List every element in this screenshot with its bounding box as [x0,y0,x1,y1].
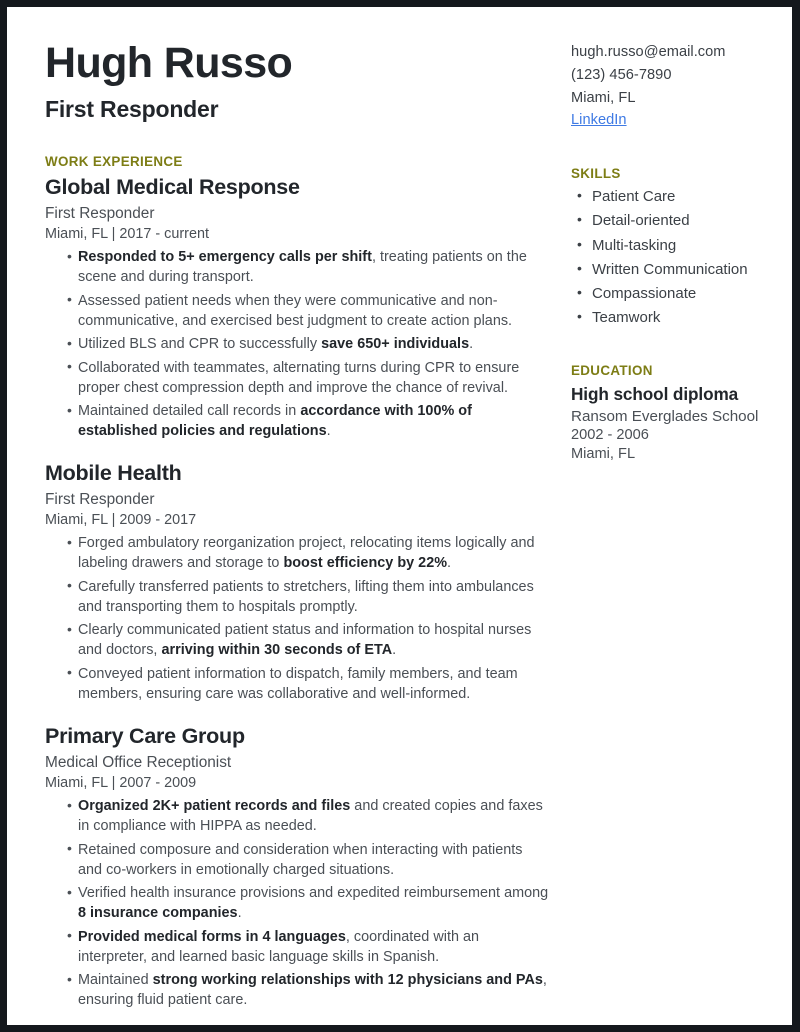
bullet-text: Conveyed patient information to dispatch, family members, and team members, ensuring care was collaborative and well-informed. [78,665,518,702]
education-degree: High school diploma [571,383,739,404]
job-location-dates: Miami, FL | 2009 - 2017 [45,512,197,529]
bullet-text: Collaborated with teammates, alternating turns during CPR to ensure proper chest compression depth and improve the chance of revival. [78,359,520,396]
bullet-emphasis: Organized 2K+ patient records and files [78,798,351,815]
bullet-text: . [469,336,474,353]
job-entry [45,461,549,704]
bullet-emphasis: save 650+ individuals [321,336,470,353]
job-bullet [67,358,549,398]
job-role: Medical Office Receptionist [45,753,232,771]
work-experience-section [45,154,549,1010]
job-bullet [67,970,549,1010]
job-bullet-list [45,796,549,1010]
education-years: 2002 - 2006 [571,426,649,443]
job-bullet [67,334,549,354]
skill-item: • Written Communication [575,260,792,280]
education-entry [571,384,792,465]
job-entry [45,175,549,441]
job-bullet-list [45,247,549,441]
resume-header [45,41,549,122]
job-entry [45,724,549,1010]
education-school: Ransom Everglades School [571,407,759,425]
bullet-text: Assessed patient needs when they were communicative and non-communicative, and exercised best judgment to create action plans. [78,292,513,329]
job-company: Mobile Health [45,461,182,486]
bullet-emphasis: boost efficiency by 22% [283,555,448,572]
bullet-text: Utilized BLS and CPR to successfully [78,336,322,353]
bullet-text: Retained composure and consideration when interacting with patients and co-workers in emotionally charged situations. [78,841,523,878]
bullet-emphasis: arriving within 30 seconds of ETA [161,642,393,659]
bullet-text: . [447,555,452,572]
job-bullet [67,620,549,660]
contact-location: Miami, FL [571,89,636,106]
bullet-text: Carefully transferred patients to stretchers, lifting them into ambulances and transporting them to hospitals promptly. [78,578,534,615]
job-bullet [67,533,549,573]
skill-item: • Compassionate [575,284,792,304]
candidate-title: First Responder [45,95,219,122]
job-bullet [67,927,549,967]
bullet-text: Forged ambulatory reorganization project, relocating items logically and labeling drawers and storage to [78,535,535,572]
job-bullet [67,883,549,923]
candidate-name: Hugh Russo [45,39,293,87]
education-heading: EDUCATION [571,362,653,378]
job-company: Global Medical Response [45,175,300,200]
work-experience-heading: WORK EXPERIENCE [45,154,183,170]
bullet-text: Verified health insurance provisions and expedited reimbursement among [78,885,549,902]
skill-item: • Detail-oriented [575,211,792,231]
bullet-emphasis: accordance with 100% of established policies and regulations [78,403,472,440]
job-bullet [67,577,549,617]
skill-item: • Multi-tasking [575,236,792,256]
bullet-text: , coordinated with an interpreter, and learned basic language skills in Spanish. [78,928,480,965]
contact-phone: (123) 456-7890 [571,66,672,83]
skills-list [571,187,792,329]
job-bullet [67,664,549,704]
skills-section [571,166,792,329]
bullet-emphasis: Responded to 5+ emergency calls per shift [78,249,372,266]
bullet-text: and created copies and faxes in compliance with HIPPA as needed. [78,798,543,835]
contact-linkedin[interactable] [571,109,792,132]
bullet-text: . [392,642,397,659]
contact-email: hugh.russo@email.com [571,44,726,60]
job-bullet-list [45,533,549,704]
skill-item: • Teamwork [575,308,792,328]
bullet-text: Maintained detailed call records in [78,403,301,420]
job-bullet [67,840,549,880]
resume-page [7,7,792,1025]
job-bullet [67,796,549,836]
education-section [571,363,792,465]
bullet-text: . [237,905,242,922]
job-bullet [67,291,549,331]
job-role: First Responder [45,204,155,222]
job-list [45,175,549,1010]
bullet-text: , treating patients on the scene and during transport. [78,249,527,286]
bullet-emphasis: Provided medical forms in 4 languages [78,928,346,945]
job-location-dates: Miami, FL | 2017 - current [45,225,209,242]
bullet-emphasis: 8 insurance companies [78,905,238,922]
skills-heading: SKILLS [571,166,621,182]
job-company: Primary Care Group [45,724,245,748]
job-role: First Responder [45,491,155,509]
side-column [557,37,792,1014]
contact-info [571,41,792,132]
education-location: Miami, FL [571,446,636,463]
bullet-emphasis: strong working relationships with 12 physicians and PAs [152,972,543,989]
job-bullet [67,247,549,287]
bullet-text: , ensuring fluid patient care. [78,972,547,1009]
bullet-text: Clearly communicated patient status and information to hospital nurses and doctors, [78,622,532,659]
bullet-text: . [326,423,331,440]
main-column [45,37,557,1014]
bullet-text: Maintained [78,972,153,989]
job-bullet [67,401,549,441]
skill-item: • Patient Care [575,187,792,207]
resume-sheet [7,7,792,1014]
job-location-dates: Miami, FL | 2007 - 2009 [45,774,197,791]
linkedin-link[interactable]: LinkedIn [571,112,627,129]
